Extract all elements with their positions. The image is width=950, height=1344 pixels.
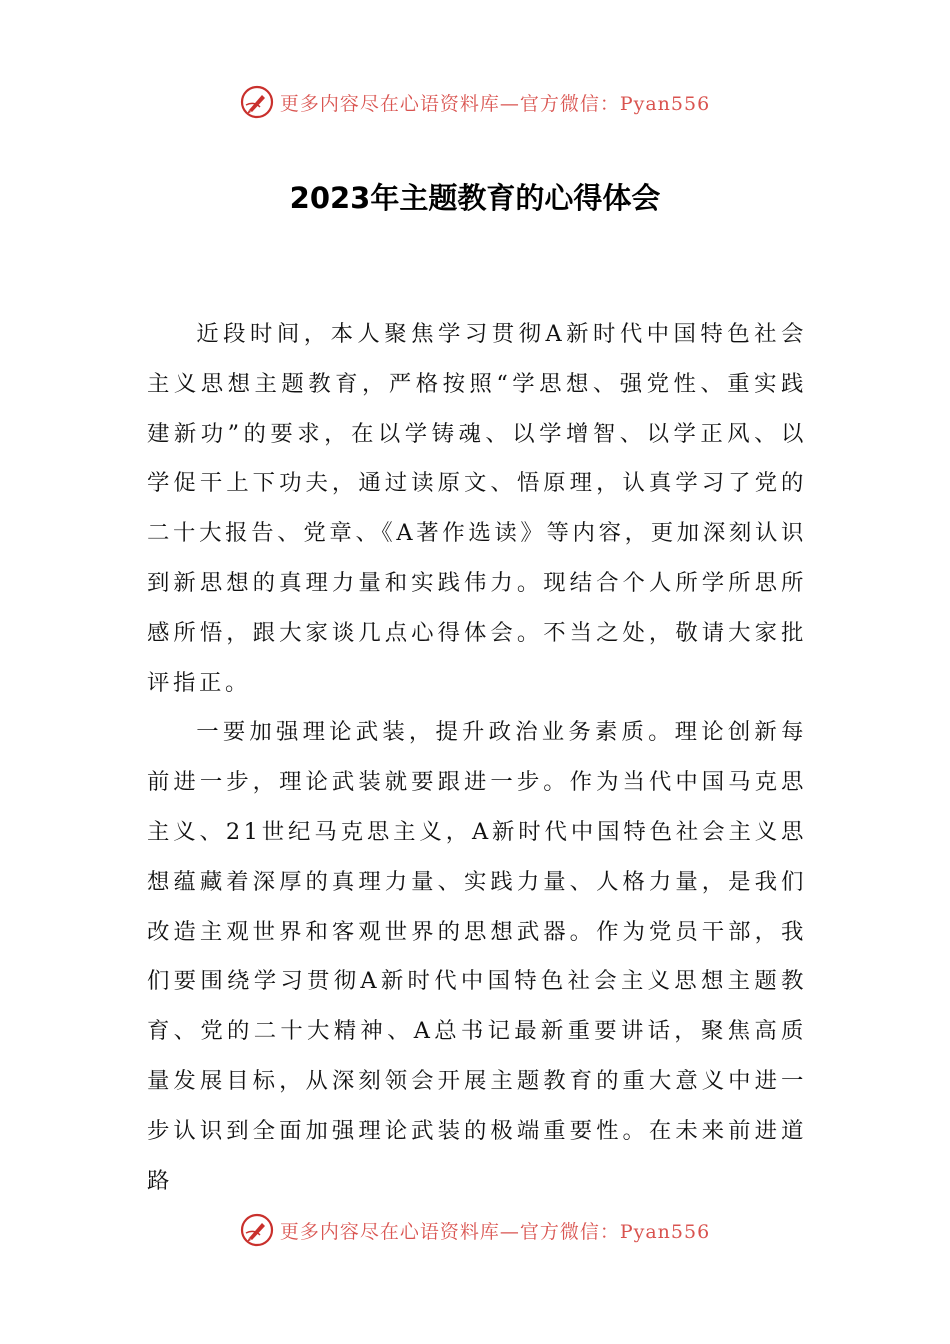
header-banner xyxy=(0,82,950,122)
footer-banner xyxy=(0,1210,950,1250)
document-title: 2023年主题教育的心得体会 xyxy=(289,181,661,215)
pen-nib-logo-icon xyxy=(240,85,274,119)
paragraph: 一要加强理论武装，提升政治业务素质。理论创新每前进一步，理论武装就要跟进一步。作为当代中国马克思主义、21世纪马克思主义，A新时代中国特色社会主义思想蕴藏着深厚的真理力量、实践力量、人格力量，是我们改造主观世界和客观世界的思想武器。作为党员干部，我们要围绕学习贯彻A新时代中国特色社会主义思想主题教育、党的二十大精神、A总书记最新重要讲话，聚焦高质量发展目标，从深刻领会开展主题教育的重大意义中进一步认识到全面加强理论武装的极端重要性。在未来前进道路 xyxy=(147,719,807,1194)
paragraph: 近段时间，本人聚焦学习贯彻A新时代中国特色社会主义思想主题教育，严格按照“学思想、强党性、重实践建新功”的要求，在以学铸魂、以学增智、以学正风、以学促干上下功夫，通过读原文、悟原理，认真学习了党的二十大报告、党章、《A著作选读》等内容，更加深刻认识到新思想的真理力量和实践伟力。现结合个人所学所思所感所悟，跟大家谈几点心得体会。不当之处，敬请大家批评指正。 xyxy=(147,321,807,696)
document-body xyxy=(147,310,807,1206)
footer-banner-text: 更多内容尽在心语资料库—官方微信：Pyan556 xyxy=(279,1220,711,1243)
pen-nib-logo-icon xyxy=(240,1213,274,1247)
header-banner-text: 更多内容尽在心语资料库—官方微信：Pyan556 xyxy=(279,92,711,115)
